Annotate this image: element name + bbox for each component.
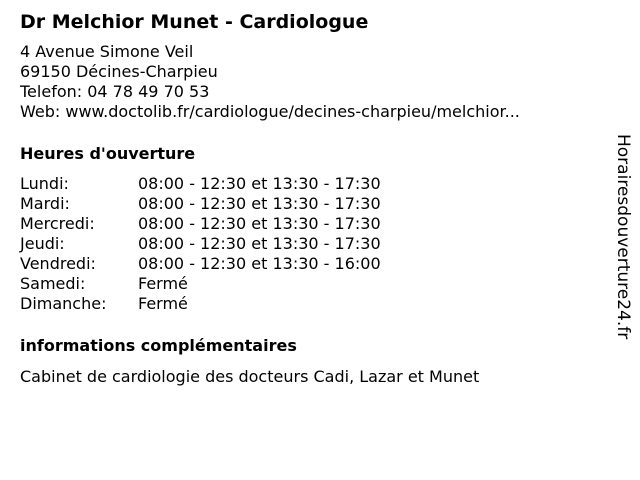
additional-info-text: Cabinet de cardiologie des docteurs Cadi, Lazar et Munet bbox=[20, 367, 480, 386]
hours-row-monday bbox=[20, 174, 590, 194]
time-value: 08:00 - 12:30 et 13:30 - 17:30 bbox=[138, 174, 381, 193]
city-address: 69150 Décines-Charpieu bbox=[20, 62, 218, 81]
time-value: 08:00 - 12:30 et 13:30 - 17:30 bbox=[138, 194, 381, 213]
hours-row-sunday bbox=[20, 294, 590, 314]
day-label: Vendredi: bbox=[20, 254, 96, 273]
practice-title: Dr Melchior Munet - Cardiologue bbox=[20, 11, 369, 33]
day-label: Lundi: bbox=[20, 174, 69, 193]
phone-number: Telefon: 04 78 49 70 53 bbox=[20, 82, 210, 101]
day-label: Jeudi: bbox=[20, 234, 65, 253]
day-label: Mardi: bbox=[20, 194, 70, 213]
hours-row-friday bbox=[20, 254, 590, 274]
hours-row-thursday bbox=[20, 234, 590, 254]
time-value: 08:00 - 12:30 et 13:30 - 17:30 bbox=[138, 234, 381, 253]
day-label: Samedi: bbox=[20, 274, 86, 293]
hours-row-wednesday bbox=[20, 214, 590, 234]
hours-row-saturday bbox=[20, 274, 590, 294]
hours-row-tuesday bbox=[20, 194, 590, 214]
time-value: Fermé bbox=[138, 294, 188, 313]
time-value: 08:00 - 12:30 et 13:30 - 17:30 bbox=[138, 214, 381, 233]
additional-info-heading: informations complémentaires bbox=[20, 336, 297, 355]
practice-card bbox=[20, 10, 590, 387]
time-value: 08:00 - 12:30 et 13:30 - 16:00 bbox=[138, 254, 381, 273]
day-label: Dimanche: bbox=[20, 294, 107, 313]
time-value: Fermé bbox=[138, 274, 188, 293]
street-address: 4 Avenue Simone Veil bbox=[20, 42, 194, 61]
opening-hours-heading: Heures d'ouverture bbox=[20, 144, 196, 163]
website-link[interactable]: Web: www.doctolib.fr/cardiologue/decines-charpieu/melchior... bbox=[20, 102, 520, 121]
day-label: Mercredi: bbox=[20, 214, 95, 233]
site-watermark: Horairesdouverture24.fr bbox=[613, 134, 633, 340]
